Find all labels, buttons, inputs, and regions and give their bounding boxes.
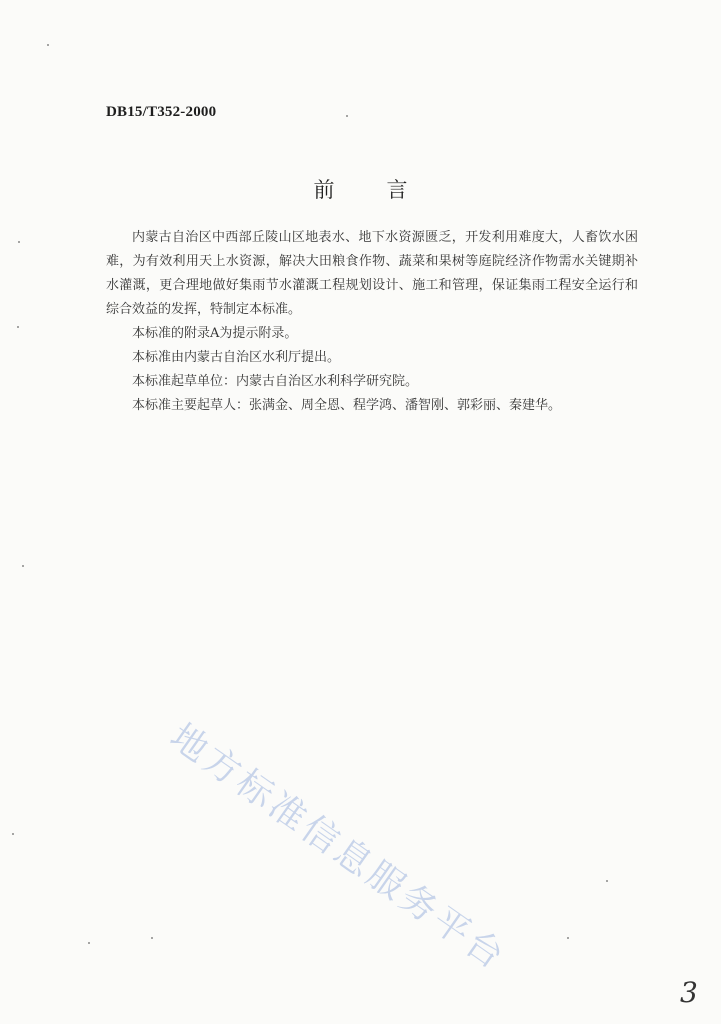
scan-speck <box>567 937 569 939</box>
watermark: 地方标准信息服务平台 <box>162 716 514 980</box>
title-char-2: 言 <box>386 178 408 202</box>
paragraph-appendix: 本标准的附录A为提示附录。 <box>132 326 298 341</box>
handwritten-page-number: 3 <box>680 976 698 1009</box>
scan-speck <box>12 833 14 835</box>
standard-number: DB15/T352-2000 <box>106 104 217 120</box>
paragraph-proposer: 本标准由内蒙古自治区水利厅提出。 <box>132 350 341 365</box>
scan-speck <box>151 937 153 939</box>
scan-speck <box>17 326 19 328</box>
scan-speck <box>47 44 49 46</box>
paragraph-drafters: 本标准主要起草人：张满金、周全恩、程学鸿、潘智刚、郭彩丽、秦建华。 <box>132 398 562 413</box>
scan-speck <box>88 942 90 944</box>
scan-speck <box>606 880 608 882</box>
paragraph-drafting-unit: 本标准起草单位：内蒙古自治区水利科学研究院。 <box>132 374 419 389</box>
scan-speck <box>22 565 24 567</box>
scan-speck <box>346 115 348 117</box>
paragraph-intro: 内蒙古自治区中西部丘陵山区地表水、地下水资源匮乏，开发利用难度大，人畜饮水困难，为有效利用天上水资源，解决大田粮食作物、蔬菜和果树等庭院经济作物需水关键期补水灌溉，更合理地做好集雨节水灌溉工程规划设计、施工和管理，保证集雨工程安全运行和综合效益的发挥，特制定本标准。 <box>106 230 638 317</box>
scan-speck <box>18 241 20 243</box>
foreword-body <box>106 226 638 418</box>
title-char-1: 前 <box>313 178 335 202</box>
page-title <box>0 174 721 204</box>
